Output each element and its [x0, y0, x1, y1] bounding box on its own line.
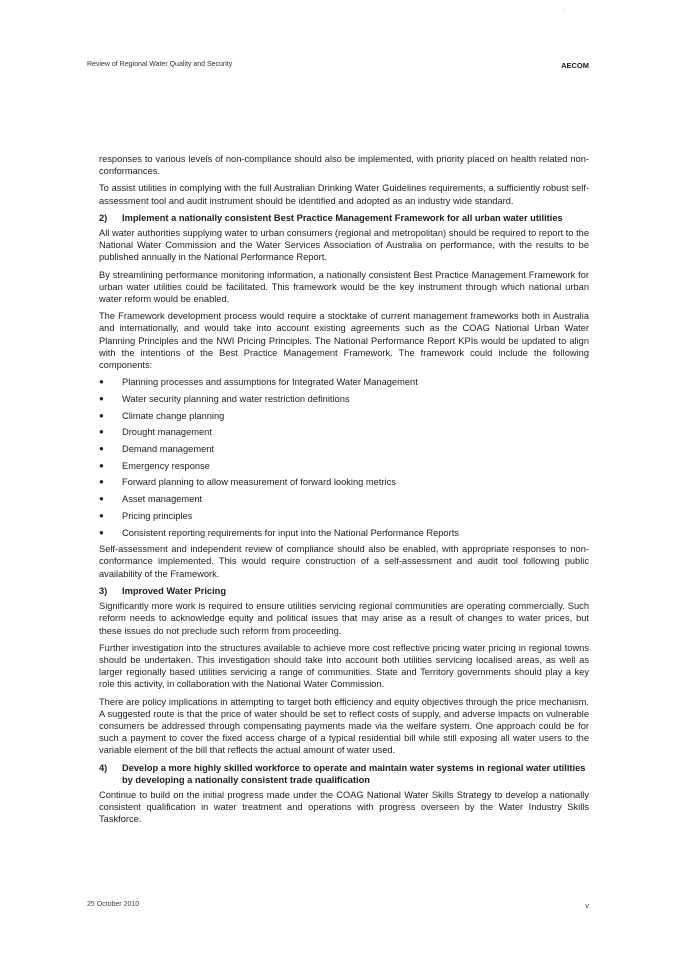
paragraph: All water authorities supplying water to urban consumers (regional and metropolitan) should be required to report to the National Water Commission and the Water Services Association of Australia on performance, with the results to be published annually in the National Performance Report. — [99, 228, 589, 263]
section-number: 4) — [99, 762, 108, 773]
paragraph: The Framework development process would require a stocktake of current management frameworks both in Australia and internationally, and would take into account existing agreements such as the COAG National Urban Water Planning Principles and the NWI Pricing Principles. The National Performance Report KPIs would be updated to align with the intentions of the Best Practice Management Framework. The framework could include the following components: — [99, 311, 589, 371]
paragraph: There are policy implications in attempting to target both efficiency and equity objectives through the price mechanism. A suggested route is that the price of water should be set to reflect costs of supply, and adverse impacts on vulnerable consumers be addressed through compensating payments made via the welfare system. One approach could be for such a payment to cover the fixed access charge of a typical residential bill while still exposing all water users to the variable element of the bill that reflects the actual amount of water used. — [99, 696, 589, 756]
section-number: 3) — [99, 585, 108, 596]
list-item: ● Planning processes and assumptions for Integrated Water Management — [99, 377, 418, 388]
bullet-icon: ● — [99, 444, 104, 454]
list-item: ● Pricing principles — [99, 510, 193, 521]
bullet-icon: ● — [99, 410, 104, 420]
bullet-icon: ● — [99, 393, 104, 403]
running-header-company: AECOM — [561, 61, 589, 70]
document-body — [99, 153, 589, 831]
list-item: ● Emergency response — [99, 460, 210, 471]
bullet-icon: ● — [99, 377, 104, 387]
list-item: ● Consistent reporting requirements for input into the National Performance Reports — [99, 527, 459, 538]
scan-mark: · — [563, 6, 566, 13]
components-list — [99, 376, 589, 539]
list-item: ● Water security planning and water restriction definitions — [99, 393, 350, 404]
paragraph: To assist utilities in complying with the full Australian Drinking Water Guidelines requirements, a sufficiently robust self-assessment tool and audit instrument should be identified and adopted as an industry wide standard. — [99, 183, 589, 206]
paragraph: Continue to build on the initial progress made under the COAG National Water Skills Strategy to develop a nationally consistent qualification in water treatment and operations with progress overseen by the Water Industry Skills Taskforce. — [99, 789, 589, 825]
section-title: Develop a more highly skilled workforce to operate and maintain water systems in regional water utilities by developing a nationally consistent trade qualification — [122, 762, 586, 785]
section-heading-4 — [99, 762, 589, 786]
page-number: v — [585, 901, 589, 910]
footer-date: 25 October 2010 — [87, 901, 140, 908]
list-item: ● Forward planning to allow measurement of forward looking metrics — [99, 477, 396, 488]
bullet-icon: ● — [99, 477, 104, 487]
bullet-icon: ● — [99, 527, 104, 537]
section-title: Implement a nationally consistent Best Practice Management Framework for all urban water utilities — [122, 212, 563, 223]
paragraph: Self-assessment and independent review of compliance should also be enabled, with appropriate responses to non-conformance implemented. This would require construction of a self-assessment and audit tool following public availability of the Framework. — [99, 544, 589, 579]
bullet-icon: ● — [99, 460, 104, 470]
list-item: ● Demand management — [99, 444, 214, 455]
section-heading-3 — [99, 585, 589, 597]
paragraph: Significantly more work is required to ensure utilities servicing regional communities are operating commercially. Such reform needs to acknowledge equity and political issues that may arise as a result of changes to water prices, but these issues do not preclude such reform from proceeding. — [99, 601, 589, 636]
bullet-icon: ● — [99, 427, 104, 437]
bullet-icon: ● — [99, 510, 104, 520]
section-title: Improved Water Pricing — [122, 585, 227, 596]
list-item: ● Asset management — [99, 494, 203, 505]
paragraph: By streamlining performance monitoring information, a nationally consistent Best Practice Management Framework for urban water utilities could be facilitated. This framework would be the key instrument through which national urban water reform would be enabled. — [99, 269, 589, 305]
list-item: ● Drought management — [99, 427, 212, 438]
list-item: ● Climate change planning — [99, 410, 225, 421]
section-number: 2) — [99, 212, 108, 223]
section-heading-2 — [99, 212, 589, 224]
bullet-icon: ● — [99, 494, 104, 504]
paragraph: responses to various levels of non-compliance should also be implemented, with priority placed on health related non-conformances. — [99, 154, 589, 177]
paragraph: Further investigation into the structures available to achieve more cost reflective pricing water pricing in regional towns should be undertaken. This investigation should take into account both utilities servicing localised areas, as well as larger regionally based utilities servicing a range of communities. State and Territory governments should play a key role this activity, in collaboration with the National Water Commission. — [99, 642, 589, 690]
running-header-title: Review of Regional Water Quality and Security — [87, 61, 233, 68]
